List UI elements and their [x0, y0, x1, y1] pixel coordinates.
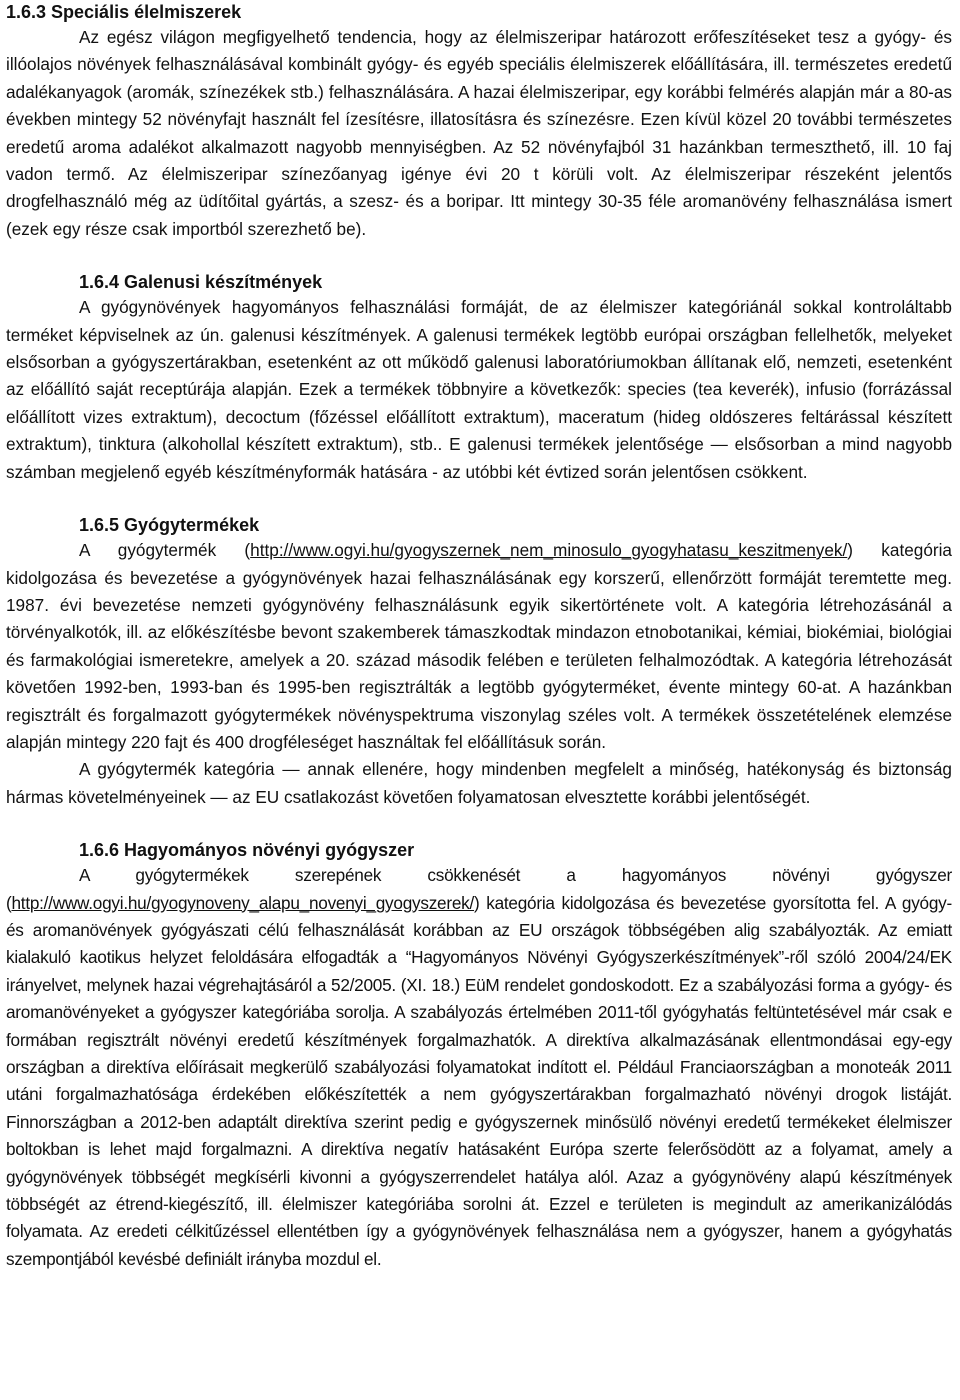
section-heading: 1.6.5 Gyógytermékek: [79, 515, 260, 536]
section-special-foods: [6, 0, 952, 243]
document-page: [6, 0, 952, 1273]
paragraph: [6, 537, 952, 756]
paragraph-text: ) kategória kidolgozása és bevezetése a gyógynövények hazai felhasználásának egy korszerű, ellenőrzött formáját teremtette meg. 1987. évi bevezetése nemzeti gyógynövény felhasználásunk egyik sikertörténete volt. A kategória létrehozásánál a törvényalkotók, ill. az előkészítésbe bevont szakemberek támaszkodtak mindazon etnobotanikai, kémiai, biokémiai, biológiai és farmakológiai ismeretekre, amelyek a 20. század második felében e területen felhalmozódtak. A kategória létrehozását követően 1992-ben, 1993-ban és 1995-ben regisztrálták a legtöbb gyógyterméket, évente mintegy 60-at. A hazánkban regisztrált és forgalmazott gyógytermékek növényspektruma viszonylag széles volt. A termékek összetételének elemzése alapján mintegy 220 fajt és 400 drogféleséget használtak fel előállításuk során.: [6, 540, 952, 752]
spacer: [6, 486, 952, 513]
paragraph-text: ) kategória kidolgozása és bevezetése gyorsította fel. A gyógy- és aromanövények gyógyászati célú felhasználását korábban az EU országok többségében alig szabályozták. Az emiatt kialakuló kaotikus helyzet feloldására elfogadták a “Hagyományos Növényi Gyógyszerkészítmények”-ről szóló 2004/24/EK irányelvet, melynek hazai végrehajtásáról a 52/2005. (XI. 18.) EüM rendelet gondoskodott. Ez a szabályozási forma a gyógy- és aromanövényeket a gyógyszer kategóriába sorolja. A szabályozás értelmében 2011-től gyógyhatás feltüntetésével már csak e formában regisztrált növényi eredetű készítmények forgalmazhatók. A direktíva alkalmazásának ellentmondásai egy-egy országban a direktíva előírásait megkerülő szabályozási folyamatokat indított el. Például Franciaországban a monoteák 2011 utáni forgalmazhatósága érdekében előkészítették a nem gyógyszertárakban forgalmazható növényi drogok listáját. Finnországban a 2012-ben adaptált direktíva szerint pedig e gyógyszernek minősülő növényi eredetű termékeket élelmiszer boltokban is lehet majd forgalmazni. A direktíva negatív hatásaként Európa szerte felerősödött az a folyamat, amely a gyógynövények többségét megkísérli kivonni a gyógyszerrendelet hatálya alól. Azaz a gyógynövény alapú készítmények többségét az étrend-kiegészítő, ill. élelmiszer kategóriába sorolni át. Ezzel e területen is megindult az amerikanizálódás folyamata. Az eredeti célkitűzéssel ellentétben így a gyógynövények felhasználása nem a gyógyszer, hanem a gyógyhatás szempontjából kevésbé definiált irányba mozdul el.: [6, 892, 952, 1269]
section-galenic-products: [6, 270, 952, 486]
paragraph: A gyógytermék kategória — annak ellenére, hogy mindenben megfelelt a minőség, hatékonyság és biztonság hármas követelményeinek — az EU csatlakozást követően folyamatosan elvesztette korábbi jelentőségét.: [6, 759, 952, 807]
paragraph: Az egész világon megfigyelhető tendencia, hogy az élelmiszeripar határozott erőfeszítéseket tesz a gyógy- és illóolajos növények felhasználásával kombinált gyógy- és egyéb speciális élelmiszerek előállítására, ill. természetes eredetű adalékanyagok (aromák, színezékek stb.) felhasználására. A hazai élelmiszeripar, egy korábbi felmérés alapján már a 80-as években mintegy 52 növényfajt használt fel ízesítésre, illatosításra és színezésre. Ezen kívül közel 20 további természetes eredetű aroma adalékot alkalmazott nagyobb mennyiségben. Az 52 növényfajból 31 hazánkban termeszthető, ill. 10 faj vadon termő. Az élelmiszeripar színezőanyag igénye évi 20 t körüli volt. Az élelmiszeripar részeként jelentős drogfelhasználó még az üdítőital gyártás, a szesz- és a boripar. Itt mintegy 30-35 féle aromanövény felhasználása ismert (ezek egy része csak importból szerezhető be).: [6, 27, 952, 239]
paragraph-text: A gyógytermék (: [79, 540, 251, 561]
section-heading: 1.6.4 Galenusi készítmények: [79, 272, 323, 293]
spacer: [6, 243, 952, 270]
section-herbal-medicinal-products: [6, 513, 952, 811]
section-heading: 1.6.6 Hagyományos növényi gyógyszer: [79, 840, 415, 861]
section-traditional-herbal-medicine: [6, 838, 952, 1273]
ogyi-link[interactable]: http://www.ogyi.hu/gyogyszernek_nem_minosulo_gyogyhatasu_keszitmenyek/: [250, 540, 848, 561]
section-heading: 1.6.3 Speciális élelmiszerek: [6, 2, 242, 22]
ogyi-link[interactable]: http://www.ogyi.hu/gyogynoveny_alapu_novenyi_gyogyszerek/: [11, 892, 475, 913]
paragraph-text: A gyógytermékek szerepének csökkenését a hagyományos növényi gyógyszer (: [6, 865, 952, 913]
paragraph: [6, 862, 952, 1273]
paragraph: A gyógynövények hagyományos felhasználási formáját, de az élelmiszer kategóriánál sokkal kontroláltabb terméket képviselnek az ún. galenusi készítmények. A galenusi termékek legtöbb európai országban fellelhetők, melyeket elsősorban a gyógyszertárakban, esetenként az ott működő galenusi laboratóriumokban állítanak elő, nemzeti, esetenként az előállító saját receptúrája alapján. Ezek a termékek többnyire a következők: species (tea keverék), infusio (forrázással előállított vizes extraktum), decoctum (főzéssel előállított extraktum), maceratum (hideg oldószeres feltárással készített extraktum), tinktura (alkohollal készített extraktum), stb.. E galenusi termékek jelentősége — elsősorban a mind nagyobb számban megjelenő egyéb készítményformák hatására - az utóbbi két évtized során jelentősen csökkent.: [6, 297, 952, 482]
spacer: [6, 811, 952, 838]
